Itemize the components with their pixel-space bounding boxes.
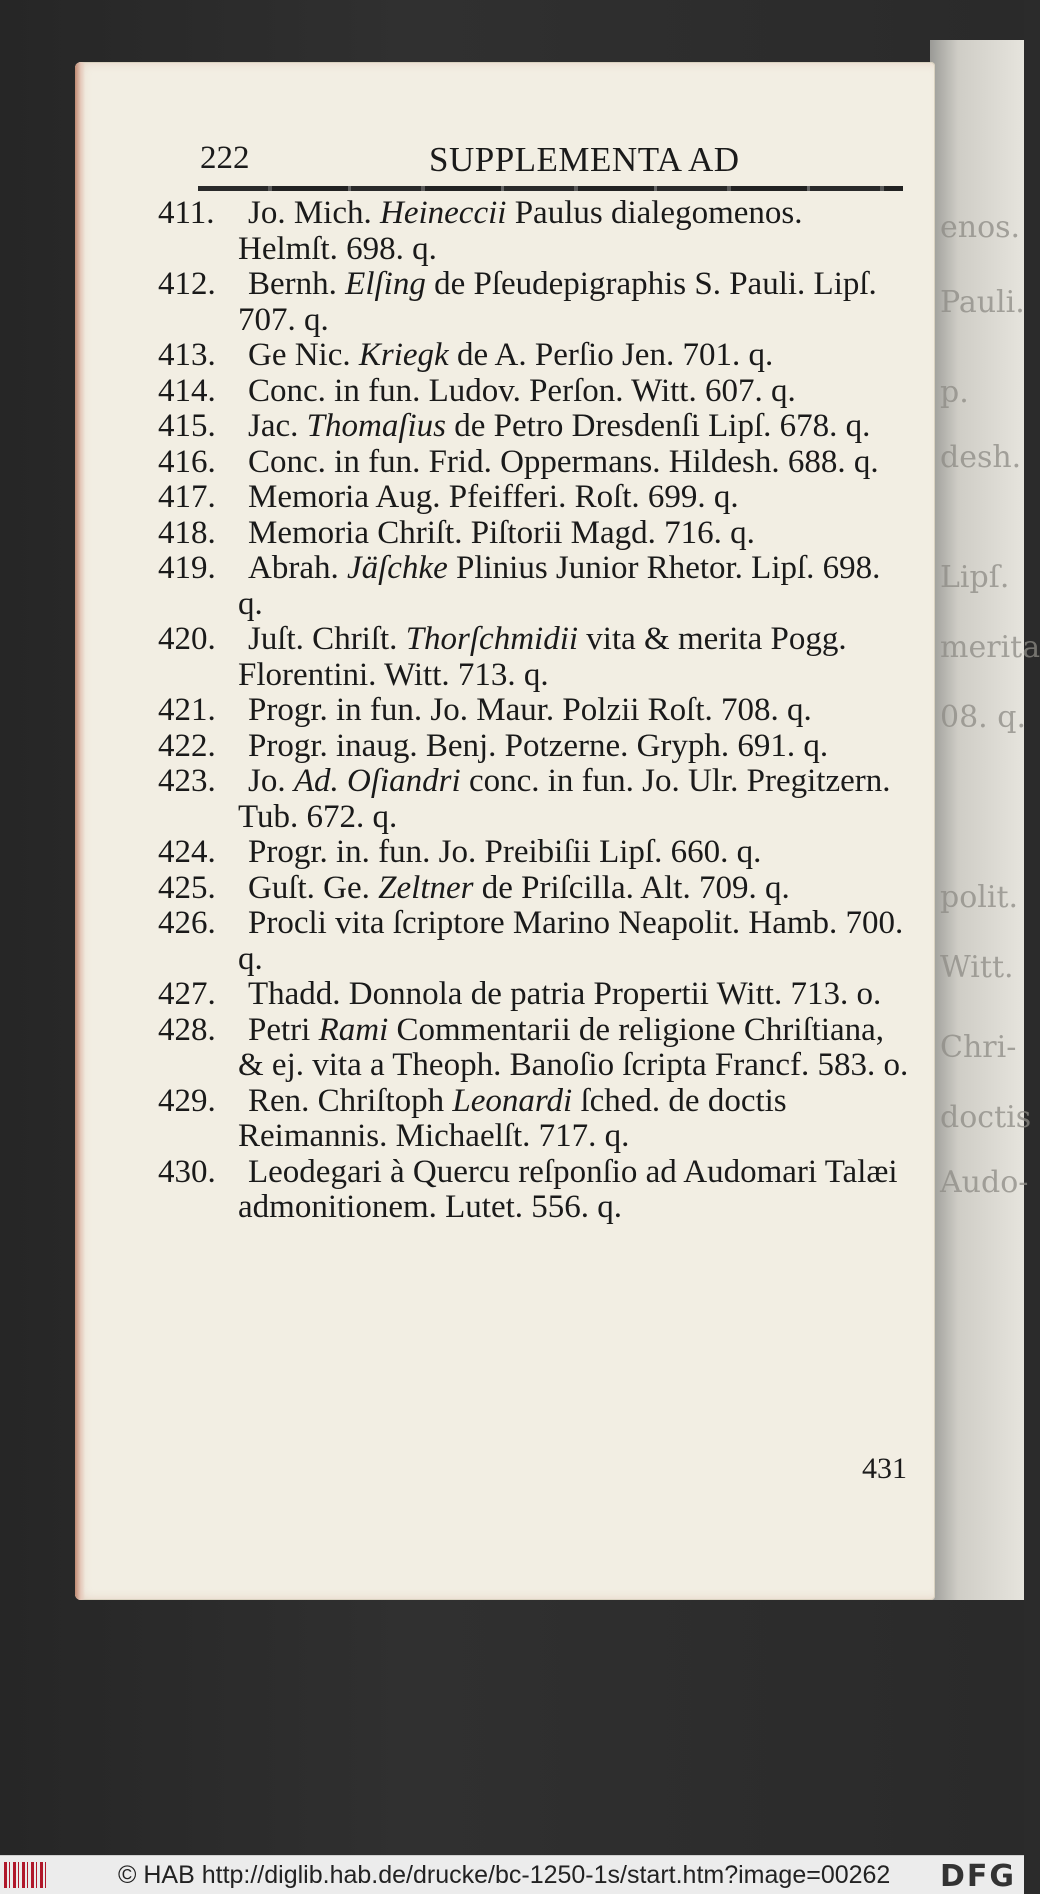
viewer-footer: [0, 1855, 1024, 1894]
entry-text: ſched. de doctis Reimannis. Michaelſt. 717. q.: [238, 1082, 787, 1154]
entry-list: [158, 195, 910, 1226]
list-item: [158, 869, 910, 907]
catchword: 431: [862, 1452, 907, 1485]
header-rule: [198, 186, 903, 191]
entry-number: 423.: [158, 763, 216, 799]
author-name: Jäſchke: [346, 550, 448, 586]
entry-text: Jo. Mich.: [248, 195, 380, 231]
copyright-url[interactable]: © HAB http://diglib.hab.de/drucke/bc-1250-1s/start.htm?image=00262: [118, 1861, 891, 1889]
entry-text: de A. Perſio Jen. 701. q.: [448, 337, 774, 373]
entry-text: Abrah.: [248, 550, 347, 586]
entry-number: 425.: [158, 869, 216, 906]
entry-text: conc. in fun. Jo. Ulr. Pregitzern. Tub. 672. q.: [238, 763, 891, 835]
author-name: Elſing: [345, 266, 426, 302]
author-name: Ad. Oſiandri: [293, 763, 461, 799]
list-item: [158, 337, 910, 374]
entry-text: Progr. in. fun. Jo. Preibiſii Lipſ. 660. q.: [248, 834, 762, 870]
entry-text: vita & merita Pogg. Florentini. Witt. 713. q.: [238, 621, 847, 693]
entry-number: 421.: [158, 692, 216, 728]
list-item: [158, 479, 910, 516]
entry-text: Guſt. Ge.: [248, 869, 379, 906]
list-item: [158, 1082, 910, 1155]
entry-text: Ren. Chriſtoph: [248, 1082, 453, 1119]
entry-number: 412.: [158, 266, 216, 302]
list-item: [158, 1153, 910, 1226]
entry-number: 422.: [158, 727, 216, 764]
entry-text: de Petro Dresdenſi Lipſ. 678. q.: [446, 408, 871, 444]
entry-text: Progr. inaug. Benj. Potzerne. Gryph. 691. q.: [248, 727, 829, 764]
list-item: [158, 1011, 910, 1084]
author-name: Thomaſius: [306, 408, 447, 444]
list-item: [158, 443, 910, 481]
page-number: 222: [200, 140, 250, 176]
entry-text: Procli vita ſcriptore Marino Neapolit. Hamb. 700. q.: [238, 905, 904, 977]
entry-text: Plinius Junior Rhetor. Lipſ. 698. q.: [238, 550, 881, 622]
entry-number: 415.: [158, 408, 216, 444]
entry-number: 426.: [158, 905, 216, 941]
list-item: [158, 834, 910, 871]
list-item: [158, 408, 910, 445]
entry-text: Memoria Aug. Pfeifferi. Roſt. 699. q.: [248, 479, 739, 515]
entry-number: 411.: [158, 195, 215, 231]
entry-number: 416.: [158, 443, 216, 480]
list-item: [158, 905, 910, 977]
entry-text: Conc. in fun. Frid. Oppermans. Hildesh. 688. q.: [248, 443, 879, 480]
running-title: SUPPLEMENTA AD: [429, 140, 740, 179]
entry-number: 417.: [158, 479, 216, 515]
author-name: Heineccii: [380, 195, 507, 231]
list-item: [158, 514, 910, 552]
list-item: [158, 195, 910, 267]
entry-number: 427.: [158, 976, 216, 1012]
entry-text: Leodegari à Quercu reſponſio ad Audomari Talæi admonitionem. Lutet. 556. q.: [238, 1153, 898, 1225]
page-header: [122, 140, 902, 184]
entry-number: 420.: [158, 621, 216, 657]
entry-text: Memoria Chriſt. Piſtorii Magd. 716. q.: [248, 514, 755, 551]
list-item: [158, 976, 910, 1013]
list-item: [158, 763, 910, 835]
entry-text: de Pſeudepigraphis S. Pauli. Lipſ. 707. q.: [238, 266, 877, 338]
entry-text: Conc. in fun. Ludov. Perſon. Witt. 607. q.: [248, 372, 796, 409]
entry-number: 424.: [158, 834, 216, 870]
entry-text: Thadd. Donnola de patria Propertii Witt. 713. o.: [248, 976, 882, 1012]
dfg-logo: DFG: [939, 1859, 1016, 1894]
entry-text: Petri: [248, 1011, 319, 1048]
adjacent-page-edge: enos. Pauli. p. desh. Lipſ. merita 08. q. polit. Witt. Chri- doctis Audo-: [930, 40, 1024, 1600]
entry-text: Bernh.: [248, 266, 346, 302]
entry-number: 430.: [158, 1153, 216, 1190]
entry-text: Progr. in fun. Jo. Maur. Polzii Roſt. 708. q.: [248, 692, 812, 728]
list-item: [158, 692, 910, 729]
barcode-icon: [4, 1862, 46, 1888]
entry-number: 428.: [158, 1011, 216, 1048]
entry-number: 429.: [158, 1082, 216, 1119]
entry-text: Paulus dialegomenos. Helmſt. 698. q.: [238, 195, 803, 267]
author-name: Leonardi: [452, 1082, 573, 1119]
entry-number: 414.: [158, 372, 216, 409]
author-name: Thorſchmidii: [405, 621, 579, 657]
list-item: [158, 550, 910, 622]
author-name: Rami: [318, 1011, 389, 1048]
entry-text: Jo.: [248, 763, 294, 799]
list-item: [158, 621, 910, 693]
entry-number: 419.: [158, 550, 216, 586]
entry-number: 418.: [158, 514, 216, 551]
entry-text: de Priſcilla. Alt. 709. q.: [473, 869, 790, 906]
entry-text: Juſt. Chriſt.: [248, 621, 406, 657]
entry-number: 413.: [158, 337, 216, 373]
list-item: [158, 372, 910, 410]
list-item: [158, 266, 910, 338]
entry-text: Jac.: [248, 408, 307, 444]
author-name: Kriegk: [358, 337, 449, 373]
entry-text: Ge Nic.: [248, 337, 359, 373]
list-item: [158, 727, 910, 765]
author-name: Zeltner: [378, 869, 474, 906]
entry-text: Commentarii de religione Chriſtiana, & ej. vita a Theoph. Banoſio ſcripta Francf. 583. o.: [238, 1011, 909, 1083]
